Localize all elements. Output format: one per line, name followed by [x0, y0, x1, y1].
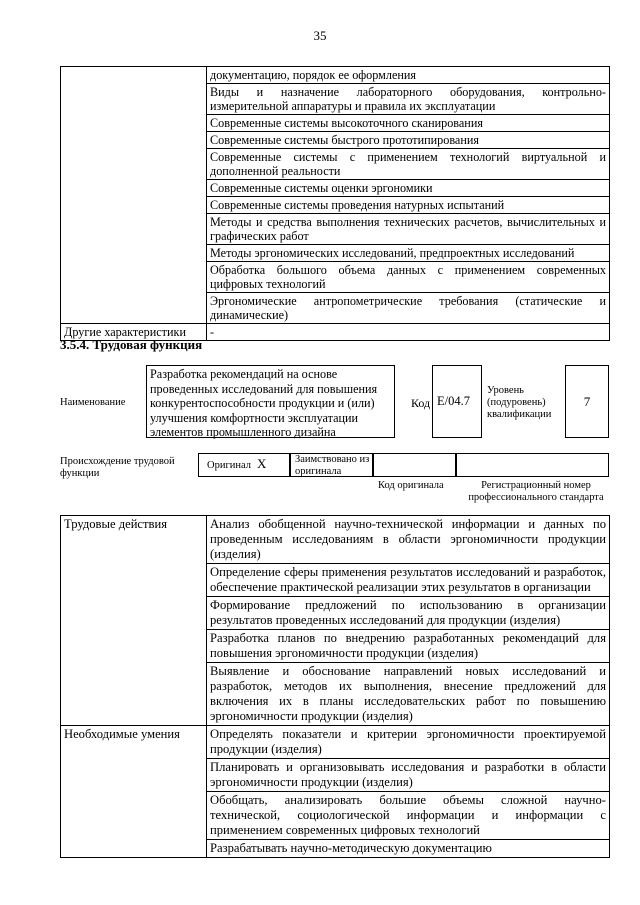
page-number: 35 — [313, 28, 327, 43]
borrowed-label: Заимствовано из оригинала — [295, 454, 370, 477]
original-cell — [198, 453, 290, 477]
knowledge-item: Эргономические антропометрические требования (статические и динамические) — [207, 293, 610, 324]
knowledge-item: Современные системы оценки эргономики — [207, 180, 610, 197]
action-item: Формирование предложений по использованию в организации результатов проведенных исследований для продукции (изделия) — [207, 597, 610, 630]
other-characteristics-label: Другие характеристики — [61, 324, 207, 341]
table-row — [61, 726, 610, 759]
origin-label: Происхождение трудовой функции — [60, 456, 175, 479]
code-label: Код — [411, 396, 431, 410]
knowledge-item: Методы и средства выполнения технических расчетов, вычислительных и графических работ — [207, 214, 610, 245]
skill-item: Определять показатели и критерии эргономичности проектируемой продукции (изделия) — [207, 726, 610, 759]
original-mark: X — [257, 456, 267, 471]
knowledge-item: Современные системы высокоточного сканирования — [207, 115, 610, 132]
table-row — [61, 67, 610, 84]
knowledge-label-cell — [61, 67, 207, 324]
skill-item: Планировать и организовывать исследования и разработки в области эргономичности продукции (изделия) — [207, 759, 610, 792]
knowledge-item: Обработка большого объема данных с применением современных цифровых технологий — [207, 262, 610, 293]
level-value-box: 7 — [565, 365, 609, 438]
knowledge-item: документацию, порядок ее оформления — [207, 67, 610, 84]
level-label: Уровень (подуровень) квалификации — [487, 385, 552, 420]
knowledge-item: Методы эргономических исследований, предпроектных исследований — [207, 245, 610, 262]
knowledge-item: Современные системы с применением технологий виртуальной и дополненной реальности — [207, 149, 610, 180]
knowledge-item: Современные системы проведения натурных испытаний — [207, 197, 610, 214]
borrowed-cell — [290, 453, 373, 477]
origin-row — [198, 453, 609, 477]
code-value-box: E/04.7 — [432, 365, 482, 438]
code-original-cell — [373, 453, 456, 477]
action-item: Определение сферы применения результатов исследований и разработок, обеспечение практической реализации этих результатов в организации — [207, 564, 610, 597]
section-title: 3.5.4. Трудовая функция — [60, 337, 203, 352]
original-label: Оригинал — [207, 460, 251, 471]
function-name-box: Разработка рекомендаций на основе проведенных исследований для повышения конкурентоспособности продукции и (или) улучшения комфортности эксплуатации элементов промышленного дизайна — [146, 365, 395, 438]
skills-label: Необходимые умения — [61, 726, 207, 858]
table-row — [61, 516, 610, 564]
code-original-caption: Код оригинала — [378, 480, 444, 491]
action-item: Разработка планов по внедрению разработанных рекомендаций для повышения эргономичности продукции (изделия) — [207, 630, 610, 663]
action-item: Анализ обобщенной научно-технической информации и данных по проведенным исследованиям в области эргономичности продукции (изделия) — [207, 516, 610, 564]
labor-table — [60, 515, 610, 858]
reg-number-caption: Регистрационный номер профессионального стандарта — [468, 480, 604, 503]
action-item: Выявление и обоснование направлений новых исследований и разработок, методов их выполнения, внесение предложений для включения их в планы исследовательских работ по повышению эргономичности продукции (изделия) — [207, 663, 610, 726]
knowledge-item: Виды и назначение лабораторного оборудования, контрольно-измерительной аппаратуры и правила их эксплуатации — [207, 84, 610, 115]
skill-item: Разрабатывать научно-методическую документацию — [207, 840, 610, 858]
name-label: Наименование — [60, 397, 126, 408]
skill-item: Обобщать, анализировать большие объемы сложной научно-технической, социологической информации и информации с применением современных цифровых технологий — [207, 792, 610, 840]
actions-label: Трудовые действия — [61, 516, 207, 726]
reg-number-cell — [456, 453, 609, 477]
other-characteristics-value: - — [207, 324, 610, 341]
knowledge-table — [60, 66, 610, 341]
knowledge-item: Современные системы быстрого прототипирования — [207, 132, 610, 149]
